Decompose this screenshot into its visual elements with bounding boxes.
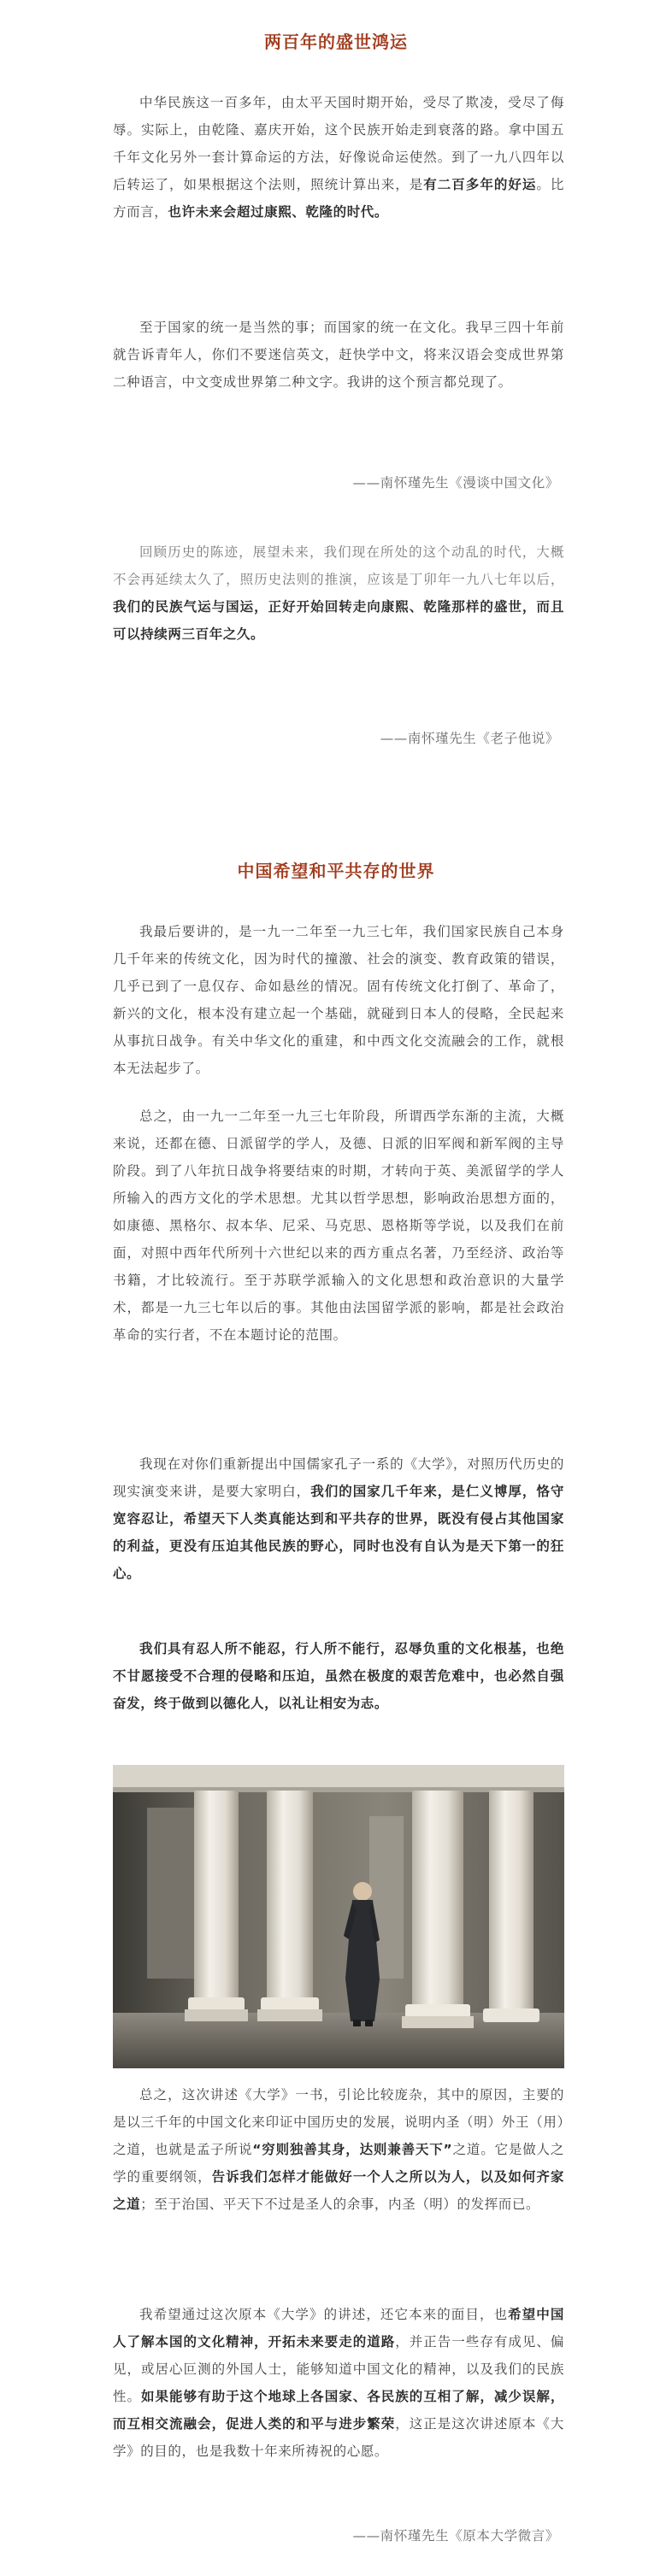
paragraph-national-fortune: 中华民族这一百多年，由太平天国时期开始，受尽了欺凌，受尽了侮辱。实际上，由乾隆、嘉庆开始，这个民族开始走到衰落的路。拿中国五千年文化另外一套计算命运的方法，好像说命运使然。到了一九八四年以后转运了，如果根据这个法则，照统计算出来，是有二百多年的好运。比方而言，也许未来会超过康熙、乾隆的时代。 bbox=[113, 95, 565, 220]
paragraph-cultural-foundation: 我们具有忍人所不能忍，行人所不能行，忍辱负重的文化根基，也绝不甘愿接受不合理的侵略和压迫，虽然在极度的艰苦危难中，也必然自强奋发，终于做到以德化人，以礼让相安为志。 bbox=[113, 1641, 564, 1711]
section-title-peaceful-world: 中国希望和平共存的世界 bbox=[237, 861, 435, 881]
paragraph-hope-for-understanding: 我希望通过这次原本《大学》的讲述，还它本来的面目，也希望中国人了解本国的文化精神，开拓未来要走的道路，并正告一些存有成见、偏见，或居心叵测的外国人士，能够知道中国文化的精神，以及我们的民族性。如果能够有助于这个地球上各国家、各民族的互相了解，减少误解，而互相交流融会，促进人类的和平与进步繁荣，这正是这次讲述原本《大学》的目的，也是我数十年来所祷祝的心愿。 bbox=[113, 2307, 564, 2459]
paragraph-daxue-intent: 我现在对你们重新提出中国儒家孔子一系的《大学》，对照历代历史的现实演变来讲，是要大家明白，我们的国家几千年来，是仁义博厚，恪守宽容忍让，希望天下人类真能达到和平共存的世界，既没有侵占其他国家的利益，更没有压迫其他民族的野心，同时也没有自认为是天下第一的狂心。 bbox=[113, 1456, 564, 1581]
attribution-manhuizhongguowenhua: ——南怀瑾先生《漫谈中国文化》 bbox=[352, 475, 559, 491]
paragraph-western-learning: 总之，由一九一二年至一九三七年阶段，所谓西学东渐的主流，大概来说，还都在德、日派留学的学人，及德、日派的旧军阀和新军阀的主导阶段。到了八年抗日战争将要结束的时期，才转向于英、美派留学的学人所输入的西方文化的学术思想。尤其以哲学思想，影响政治思想方面的，如康德、黑格尔、叔本华、尼采、马克思、恩格斯等学说，以及我们在前面，对照中西年代所列十六世纪以来的西方重点名著，乃至经济、政治等书籍，才比较流行。至于苏联学派输入的文化思想和政治意识的大量学术，都是一九三七年以后的事。其他由法国留学派的影响，都是社会政治革命的实行者，不在本题讨论的范围。 bbox=[113, 1109, 564, 1343]
portrait-photo bbox=[113, 1765, 564, 2068]
paragraph-daxue-summary: 总之，这次讲述《大学》一书，引论比较庞杂，其中的原因，主要的是以三千年的中国文化来印证中国历史的发展，说明内圣（明）外王（用）之道，也就是孟子所说“穷则独善其身，达则兼善天下”之道。它是做人之学的重要纲领，告诉我们怎样才能做好一个人之所以为人，以及如何齐家之道；至于治国、平天下不过是圣人的余事，内圣（明）的发挥而已。 bbox=[113, 2087, 564, 2212]
paragraph-unification-language: 至于国家的统一是当然的事；而国家的统一在文化。我早三四十年前就告诉青年人，你们不要迷信英文，赶快学中文，将来汉语会变成世界第二种语言，中文变成世界第二种文字。我讲的这个预言都兑现了。 bbox=[113, 320, 564, 390]
portrait-photo-illustration bbox=[113, 1765, 564, 2068]
attribution-laozitashuo: ——南怀瑾先生《老子他说》 bbox=[380, 731, 559, 746]
paragraph-traditional-culture: 我最后要讲的，是一九一二年至一九三七年，我们国家民族自己本身几千年来的传统文化，因为时代的撞激、社会的演变、教育政策的错误，几乎已到了一息仅存、命如悬丝的情况。固有传统文化打倒了、革命了，新兴的文化，根本没有建立起一个基础，就碰到日本人的侵略，全民起来从事抗日战争。有关中华文化的重建，和中西文化交流融会的工作，就根本无法起步了。 bbox=[113, 924, 564, 1076]
attribution-yuanbendaxueweiyan: ——南怀瑾先生《原本大学微言》 bbox=[352, 2528, 559, 2544]
section-title-golden-age: 两百年的盛世鸿运 bbox=[264, 32, 408, 52]
paragraph-history-review: 回顾历史的陈迹，展望未来，我们现在所处的这个动乱的时代，大概不会再延续太久了，照历史法则的推演，应该是丁卯年一九八七年以后，我们的民族气运与国运，正好开始回转走向康熙、乾隆那样的盛世，而且可以持续两三百年之久。 bbox=[113, 544, 564, 642]
